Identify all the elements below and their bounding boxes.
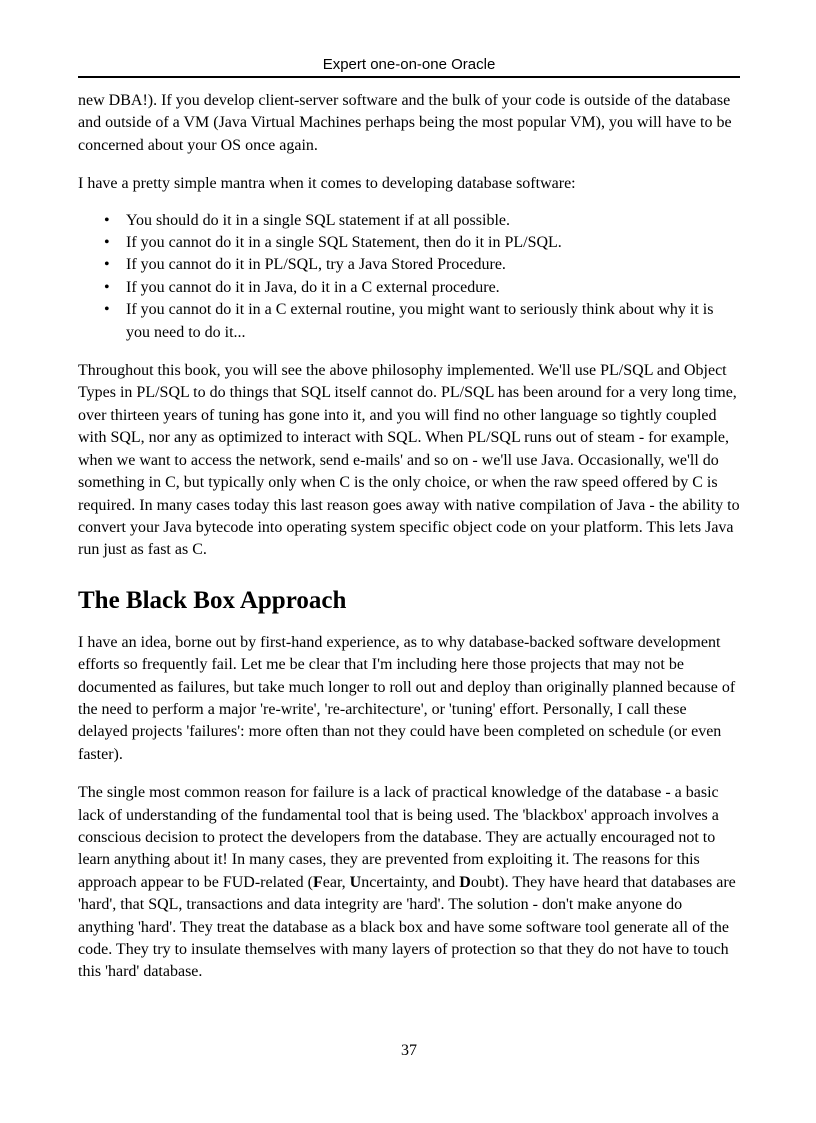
page-number: 37 bbox=[401, 1042, 417, 1059]
list-item-text: If you cannot do it in a single SQL Statement, then do it in PL/SQL. bbox=[126, 234, 562, 252]
bullet-icon: • bbox=[104, 211, 110, 229]
paragraph-philosophy: Throughout this book, you will see the above philosophy implemented. We'll use PL/SQL and Object Types in PL/SQL to do things that SQL itself cannot do. PL/SQL has been around for a very long time, over thirteen years of tuning has gone into it, and you will find no other language so tightly coupled with SQL, nor any as optimized to interact with SQL. When PL/SQL runs out of steam - for example, when we want to access the network, send e-mails' and so on - we'll use Java. Occasionally, we'll do something in C, but typically only when C is the only choice, or when the raw speed offered by C is required. In many cases today this last reason goes away with native compilation of Java - the ability to convert your Java bytecode into operating system specific object code on your platform. This lets Java run just as fast as C. bbox=[78, 362, 740, 559]
header-rule bbox=[78, 76, 740, 78]
paragraph-text: ). They have heard that databases are 'hard', that SQL, transactions and data integrity are 'hard'. The solution - don't make anyone do anything 'hard'. They treat the database as a black box and have some software tool generate all of the code. They try to insulate themselves with many layers of protection so that they do not have to touch this 'hard' database. bbox=[78, 873, 736, 981]
paragraph-text: oubt bbox=[470, 873, 500, 891]
list-item-text: If you cannot do it in a C external routine, you might want to seriously think about why it is you need to do it... bbox=[126, 301, 714, 341]
paragraph-text: ear, bbox=[322, 873, 350, 891]
paragraph-text: ncertainty, and bbox=[361, 873, 460, 891]
bullet-icon: • bbox=[104, 234, 110, 252]
running-header: Expert one-on-one Oracle bbox=[322, 56, 496, 73]
paragraph-mantra-intro: I have a pretty simple mantra when it comes to developing database software: bbox=[78, 175, 576, 193]
list-item bbox=[104, 299, 740, 344]
mantra-list bbox=[78, 210, 740, 344]
page-body bbox=[78, 90, 740, 984]
bullet-icon: • bbox=[104, 278, 110, 296]
list-item bbox=[104, 254, 740, 276]
paragraph-text: The single most common reason for failure is a lack of practical knowledge of the database - a basic lack of understanding of the fundamental tool that is being used. The 'blackbox' approach involves a conscious decision to protect the developers from the database. They are actually encouraged not to learn anything about it! In many cases, they are prevented from exploiting it. The reasons for this approach appear to be FUD-related ( bbox=[78, 784, 719, 891]
section-heading: The Black Box Approach bbox=[78, 586, 347, 614]
bullet-icon: • bbox=[104, 256, 110, 274]
list-item bbox=[104, 210, 740, 232]
fud-letter-f: F bbox=[313, 873, 323, 891]
paragraph-os-concern: new DBA!). If you develop client-server software and the bulk of your code is outside of the database and outside of a VM (Java Virtual Machines perhaps being the most popular VM), you will have to be concerned about your OS once again. bbox=[78, 92, 732, 154]
list-item bbox=[104, 277, 740, 299]
list-item bbox=[104, 232, 740, 254]
paragraph-failure-idea: I have an idea, borne out by first-hand experience, as to why database-backed software development efforts so frequently fail. Let me be clear that I'm including here those projects that may not be documented as failures, but take much longer to roll out and deploy than originally planned because of the need to perform a major 're-write', 're-architecture', or 'tuning' effort. Personally, I call these delayed projects 'failures': more often than not they could have been completed on schedule (or even faster). bbox=[78, 633, 736, 763]
list-item-text: You should do it in a single SQL statement if at all possible. bbox=[126, 211, 510, 229]
bullet-icon: • bbox=[104, 301, 110, 319]
fud-letter-u: U bbox=[349, 873, 362, 891]
list-item-text: If you cannot do it in PL/SQL, try a Java Stored Procedure. bbox=[126, 256, 506, 274]
list-item-text: If you cannot do it in Java, do it in a C external procedure. bbox=[126, 278, 500, 296]
fud-letter-d: D bbox=[459, 873, 471, 891]
paragraph-failure-reason bbox=[78, 782, 740, 984]
